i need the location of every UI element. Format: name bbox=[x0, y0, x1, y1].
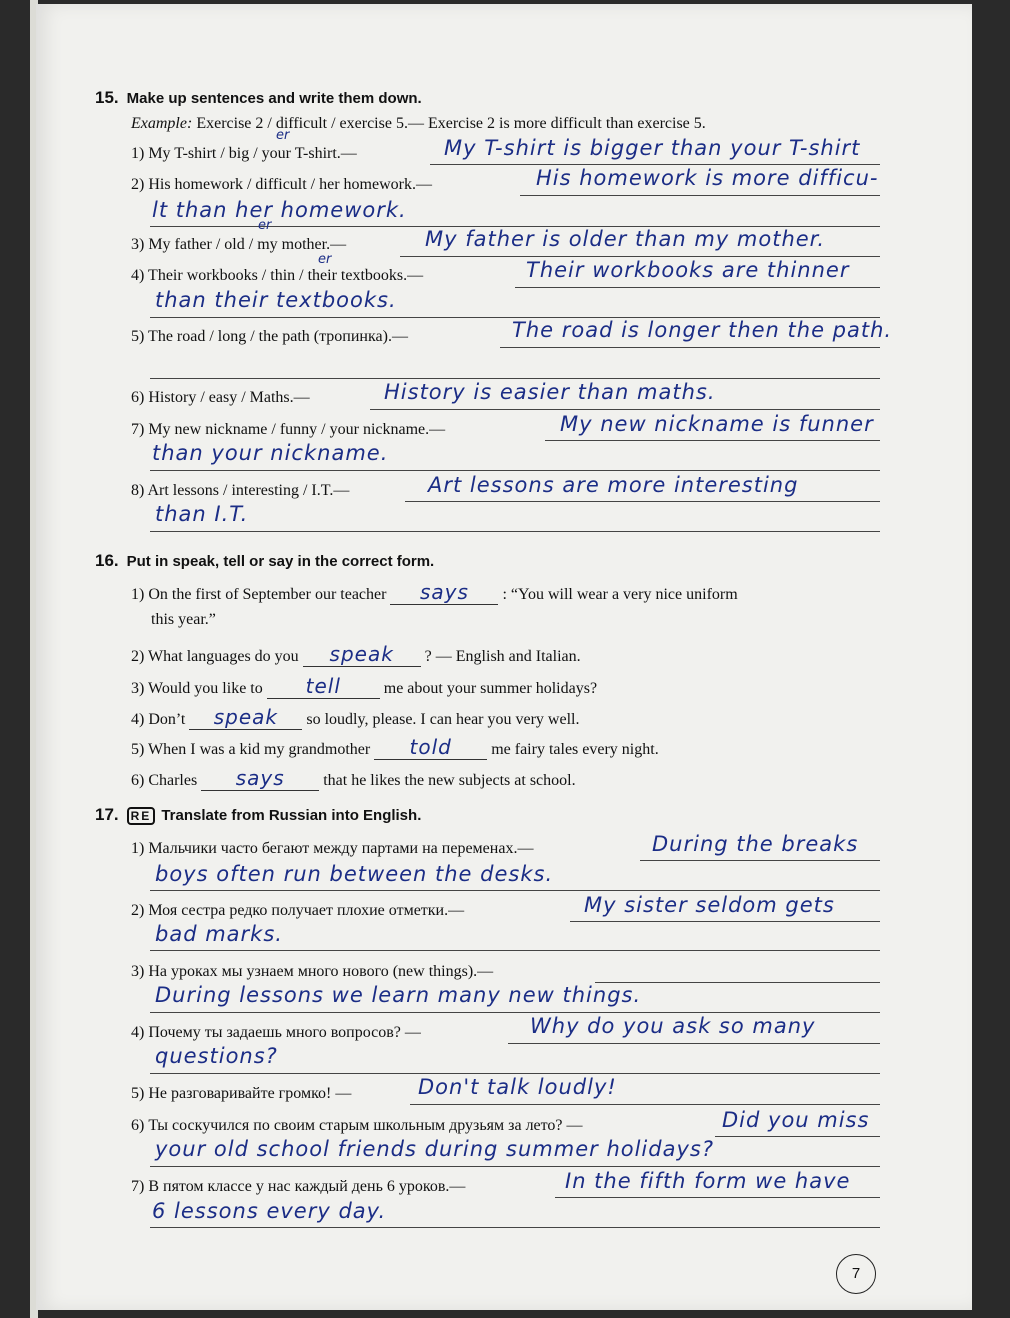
answer-line bbox=[150, 1227, 880, 1228]
exercise-title: Put in speak, tell or say in the correct form. bbox=[126, 553, 435, 570]
ex15-item-4-answer-cont[interactable]: than their textbooks. bbox=[155, 288, 397, 312]
exercise-number: 16. bbox=[95, 551, 119, 570]
exercise-title: Make up sentences and write them down. bbox=[126, 90, 422, 107]
ex16-item-3-blank[interactable]: tell bbox=[267, 674, 380, 699]
answer-line bbox=[405, 501, 880, 502]
example-text: Exercise 2 / difficult / exercise 5.— Exercise 2 is more difficult than exercise 5. bbox=[196, 115, 706, 132]
answer-line bbox=[555, 1197, 880, 1198]
ex16-item-6: 6) Charles says that he likes the new subjects at school. bbox=[131, 766, 576, 790]
reading-icon: RE bbox=[127, 807, 156, 825]
ex15-item-2-answer[interactable]: His homework is more difficu- bbox=[536, 166, 879, 190]
handwritten-correction: er bbox=[318, 252, 332, 267]
exercise-number: 15. bbox=[95, 88, 119, 107]
ex15-item-3-answer[interactable]: My father is older than my mother. bbox=[425, 227, 826, 251]
answer-line bbox=[150, 531, 880, 532]
ex17-item-6-answer-cont[interactable]: your old school friends during summer holidays? bbox=[155, 1137, 714, 1161]
ex15-item-2-answer-cont[interactable]: lt than her homework. bbox=[152, 198, 407, 222]
answer-line bbox=[570, 921, 880, 922]
ex16-item-6-blank[interactable]: says bbox=[201, 766, 319, 791]
ex17-item-7-answer-cont[interactable]: 6 lessons every day. bbox=[152, 1199, 387, 1223]
exercise-15-heading bbox=[95, 88, 422, 108]
answer-line bbox=[150, 890, 880, 891]
ex16-item-1: 1) On the first of September our teacher says : “You will wear a very nice uniform bbox=[131, 580, 738, 604]
answer-line bbox=[545, 440, 880, 441]
answer-line bbox=[400, 256, 880, 257]
ex15-item-4-prompt: 4) Their workbooks / thin / their textbooks.— bbox=[131, 267, 424, 284]
answer-line bbox=[640, 860, 880, 861]
ex15-item-7-answer-cont[interactable]: than your nickname. bbox=[152, 441, 389, 465]
ex17-item-5-prompt: 5) Не разговаривайте громко! — bbox=[131, 1085, 352, 1102]
ex17-item-7-answer[interactable]: In the fifth form we have bbox=[565, 1169, 851, 1193]
answer-line bbox=[150, 950, 880, 951]
ex15-item-4-answer[interactable]: Their workbooks are thinner bbox=[526, 258, 850, 282]
ex16-item-5-blank[interactable]: told bbox=[374, 735, 487, 760]
answer-line bbox=[370, 409, 880, 410]
example-label: Example: bbox=[131, 115, 193, 132]
answer-line bbox=[520, 195, 880, 196]
ex17-item-2-prompt: 2) Моя сестра редко получает плохие отметки.— bbox=[131, 902, 465, 919]
ex15-item-8-answer-cont[interactable]: than I.T. bbox=[155, 502, 249, 526]
ex16-item-2-blank[interactable]: speak bbox=[303, 642, 421, 667]
answer-line bbox=[430, 164, 880, 165]
answer-line bbox=[150, 470, 880, 471]
ex16-item-4-blank[interactable]: speak bbox=[189, 705, 302, 730]
ex17-item-6-answer[interactable]: Did you miss bbox=[722, 1108, 870, 1132]
answer-line bbox=[715, 1136, 880, 1137]
ex15-item-1-answer[interactable]: My T-shirt is bigger than your T-shirt bbox=[444, 136, 861, 160]
ex16-item-4: 4) Don’t speak so loudly, please. I can hear you very well. bbox=[131, 705, 580, 729]
answer-line bbox=[500, 347, 880, 348]
ex16-item-3: 3) Would you like to tell me about your summer holidays? bbox=[131, 674, 598, 698]
ex15-item-6-answer[interactable]: History is easier than maths. bbox=[384, 380, 716, 404]
ex15-item-5-prompt: 5) The road / long / the path (тропинка).— bbox=[131, 328, 408, 345]
answer-line bbox=[150, 1166, 880, 1167]
ex17-item-4-answer[interactable]: Why do you ask so many bbox=[530, 1014, 816, 1038]
ex17-item-1-answer[interactable]: During the breaks bbox=[652, 832, 859, 856]
exercise-16-heading bbox=[95, 551, 434, 571]
ex17-item-1-prompt: 1) Мальчики часто бегают между партами на переменах.— bbox=[131, 840, 534, 857]
ex17-item-2-answer-cont[interactable]: bad marks. bbox=[155, 922, 283, 946]
answer-line bbox=[150, 1073, 880, 1074]
ex15-item-3-prompt: 3) My father / old / my mother.— bbox=[131, 236, 347, 253]
ex17-item-3-answer-cont[interactable]: During lessons we learn many new things. bbox=[155, 983, 642, 1007]
ex15-item-8-answer[interactable]: Art lessons are more interesting bbox=[428, 473, 799, 497]
exercise-15-example bbox=[131, 115, 706, 133]
ex15-item-7-prompt: 7) My new nickname / funny / your nickname.— bbox=[131, 421, 446, 438]
page-number: 7 bbox=[836, 1254, 876, 1294]
ex16-item-1-blank[interactable]: says bbox=[390, 580, 498, 605]
exercise-title: Translate from Russian into English. bbox=[161, 807, 422, 824]
exercise-number: 17. bbox=[95, 805, 119, 824]
ex17-item-7-prompt: 7) В пятом классе у нас каждый день 6 уроков.— bbox=[131, 1178, 466, 1195]
handwritten-correction: er bbox=[258, 218, 272, 233]
ex17-item-4-answer-cont[interactable]: questions? bbox=[155, 1044, 278, 1068]
ex15-item-7-answer[interactable]: My new nickname is funner bbox=[560, 412, 874, 436]
ex17-item-6-prompt: 6) Ты соскучился по своим старым школьным друзьям за лето? — bbox=[131, 1117, 583, 1134]
answer-line bbox=[150, 1012, 880, 1013]
ex15-item-8-prompt: 8) Art lessons / interesting / I.T.— bbox=[131, 482, 350, 499]
handwritten-correction: er bbox=[276, 128, 290, 143]
answer-line bbox=[150, 378, 880, 379]
ex17-item-4-prompt: 4) Почему ты задаешь много вопросов? — bbox=[131, 1024, 421, 1041]
ex15-item-5-answer[interactable]: The road is longer then the path. bbox=[512, 318, 893, 342]
ex16-item-2: 2) What languages do you speak ? — English and Italian. bbox=[131, 642, 581, 666]
ex17-item-3-prompt: 3) На уроках мы узнаем много нового (new things).— bbox=[131, 963, 494, 980]
answer-line bbox=[410, 1104, 880, 1105]
ex17-item-2-answer[interactable]: My sister seldom gets bbox=[584, 893, 835, 917]
ex15-item-6-prompt: 6) History / easy / Maths.— bbox=[131, 389, 310, 406]
ex17-item-1-answer-cont[interactable]: boys often run between the desks. bbox=[155, 862, 554, 886]
ex15-item-1-prompt: 1) My T-shirt / big / your T-shirt.— bbox=[131, 145, 357, 162]
answer-line bbox=[508, 1043, 880, 1044]
ex17-item-5-answer[interactable]: Don't talk loudly! bbox=[418, 1075, 617, 1099]
ex15-item-2-prompt: 2) His homework / difficult / her homework.— bbox=[131, 176, 432, 193]
ex16-item-1-cont: this year.” bbox=[151, 611, 216, 628]
exercise-17-heading bbox=[95, 805, 421, 825]
answer-line bbox=[515, 287, 880, 288]
ex16-item-5: 5) When I was a kid my grandmother told me fairy tales every night. bbox=[131, 735, 659, 759]
